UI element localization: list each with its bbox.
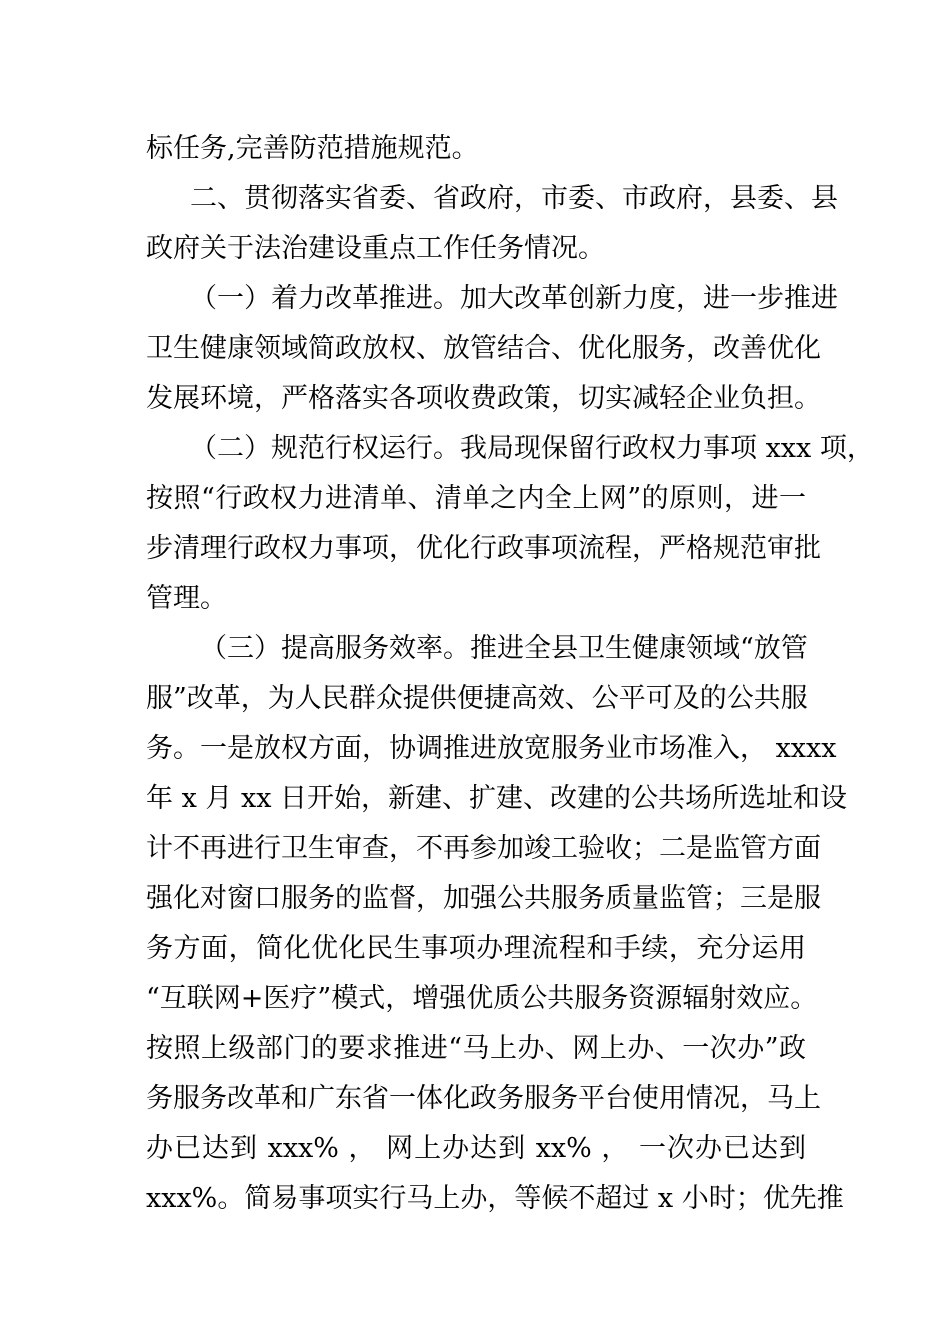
text-line-17: 务方面，简化优化民生事项办理流程和手续，充分运用 — [146, 933, 806, 964]
text-line-8: 按照“行政权力进清单、清单之内全上网”的原则，进一 — [146, 483, 806, 514]
text-line-2: 二、贯彻落实省委、省政府，市委、市政府，县委、县 — [190, 183, 838, 214]
text-line-21: 办已达到 xxx% ， 网上办达到 xx% ， 一次办已达到 — [146, 1133, 806, 1164]
text-line-18: “互联网+医疗”模式，增强优质公共服务资源辐射效应。 — [146, 983, 818, 1014]
text-line-12: 服”改革，为人民群众提供便捷高效、公平可及的公共服 — [146, 683, 808, 714]
text-line-6: 发展环境，严格落实各项收费政策，切实减轻企业负担。 — [146, 383, 821, 414]
text-line-13: 务。一是放权方面，协调推进放宽服务业市场准入， xxxx — [146, 733, 837, 764]
text-line-15: 计不再进行卫生审查，不再参加竣工验收；二是监管方面 — [146, 833, 821, 864]
text-line-16: 强化对窗口服务的监督，加强公共服务质量监管；三是服 — [146, 883, 821, 914]
text-line-10: 管理。 — [146, 583, 227, 614]
text-line-11: （三）提高服务效率。推进全县卫生健康领域“放管 — [200, 633, 808, 664]
text-line-5: 卫生健康领域简政放权、放管结合、优化服务，改善优化 — [146, 333, 821, 364]
text-line-9: 步清理行政权力事项，优化行政事项流程，严格规范审批 — [146, 533, 821, 564]
text-line-19: 按照上级部门的要求推进“马上办、网上办、一次办”政 — [146, 1033, 806, 1064]
text-line-1: 标任务,完善防范措施规范。 — [146, 133, 479, 164]
text-line-7: （二）规范行权运行。我局现保留行政权力事项 xxx 项， — [190, 433, 874, 464]
text-line-22: xxx%。简易事项实行马上办，等候不超过 x 小时；优先推 — [146, 1183, 844, 1214]
text-line-20: 务服务改革和广东省一体化政务服务平台使用情况，马上 — [146, 1083, 821, 1114]
text-line-14: 年 x 月 xx 日开始，新建、扩建、改建的公共场所选址和设 — [146, 783, 848, 814]
text-line-3: 政府关于法治建设重点工作任务情况。 — [146, 233, 605, 264]
text-line-4: （一）着力改革推进。加大改革创新力度，进一步推进 — [190, 283, 838, 314]
